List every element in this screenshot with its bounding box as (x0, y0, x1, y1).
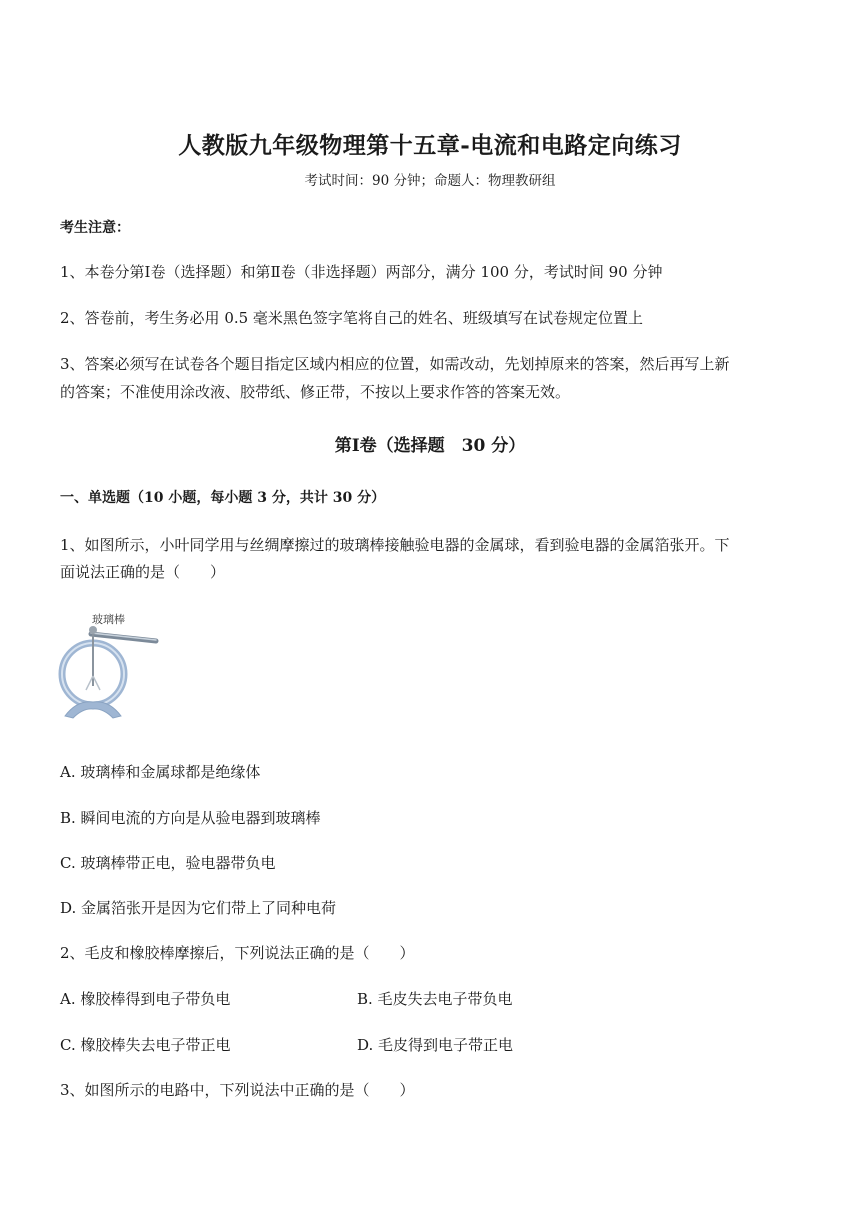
section-title: 第Ⅰ卷（选择题 30 分） (334, 436, 526, 456)
q2-stem: 2、毛皮和橡胶棒摩擦后，下列说法正确的是（ ） (60, 944, 415, 962)
q1-option-c: C. 玻璃棒带正电，验电器带负电 (60, 854, 276, 872)
notice-item-3-line-1: 3、答案必须写在试卷各个题目指定区域内相应的位置，如需改动，先划掉原来的答案，然后再写上新 (60, 355, 730, 373)
q2-option-b: B. 毛皮失去电子带负电 (357, 990, 513, 1008)
part-heading: 一、单选题（10 小题，每小题 3 分，共计 30 分） (60, 490, 386, 506)
q2-option-a: A. 橡胶棒得到电子带负电 (60, 990, 231, 1008)
q1-stem-line-2: 面说法正确的是（ ） (60, 563, 226, 581)
q1-option-b: B. 瞬间电流的方向是从验电器到玻璃棒 (60, 809, 321, 827)
exam-subtitle: 考试时间：90 分钟；命题人：物理教研组 (304, 173, 556, 189)
electroscope-figure (55, 608, 171, 730)
notice-heading: 考生注意： (60, 220, 130, 236)
q1-stem-line-1: 1、如图所示，小叶同学用与丝绸摩擦过的玻璃棒接触验电器的金属球，看到验电器的金属箔张开。下 (60, 536, 730, 554)
notice-item-3-line-2: 的答案；不准使用涂改液、胶带纸、修正带，不按以上要求作答的答案无效。 (60, 383, 571, 401)
exam-title: 人教版九年级物理第十五章-电流和电路定向练习 (178, 132, 682, 159)
q2-option-d: D. 毛皮得到电子带正电 (357, 1036, 514, 1054)
notice-item-1: 1、本卷分第Ⅰ卷（选择题）和第Ⅱ卷（非选择题）两部分，满分 100 分，考试时间 90 分钟 (60, 263, 663, 281)
q1-option-d: D. 金属箔张开是因为它们带上了同种电荷 (60, 899, 337, 917)
q3-stem: 3、如图所示的电路中，下列说法中正确的是（ ） (60, 1081, 415, 1099)
q1-option-a: A. 玻璃棒和金属球都是绝缘体 (60, 763, 261, 781)
glass-rod-label: 玻璃棒 (92, 613, 125, 626)
q2-option-c: C. 橡胶棒失去电子带正电 (60, 1036, 231, 1054)
notice-item-2: 2、答卷前，考生务必用 0.5 毫米黑色签字笔将自己的姓名、班级填写在试卷规定位置上 (60, 309, 643, 327)
